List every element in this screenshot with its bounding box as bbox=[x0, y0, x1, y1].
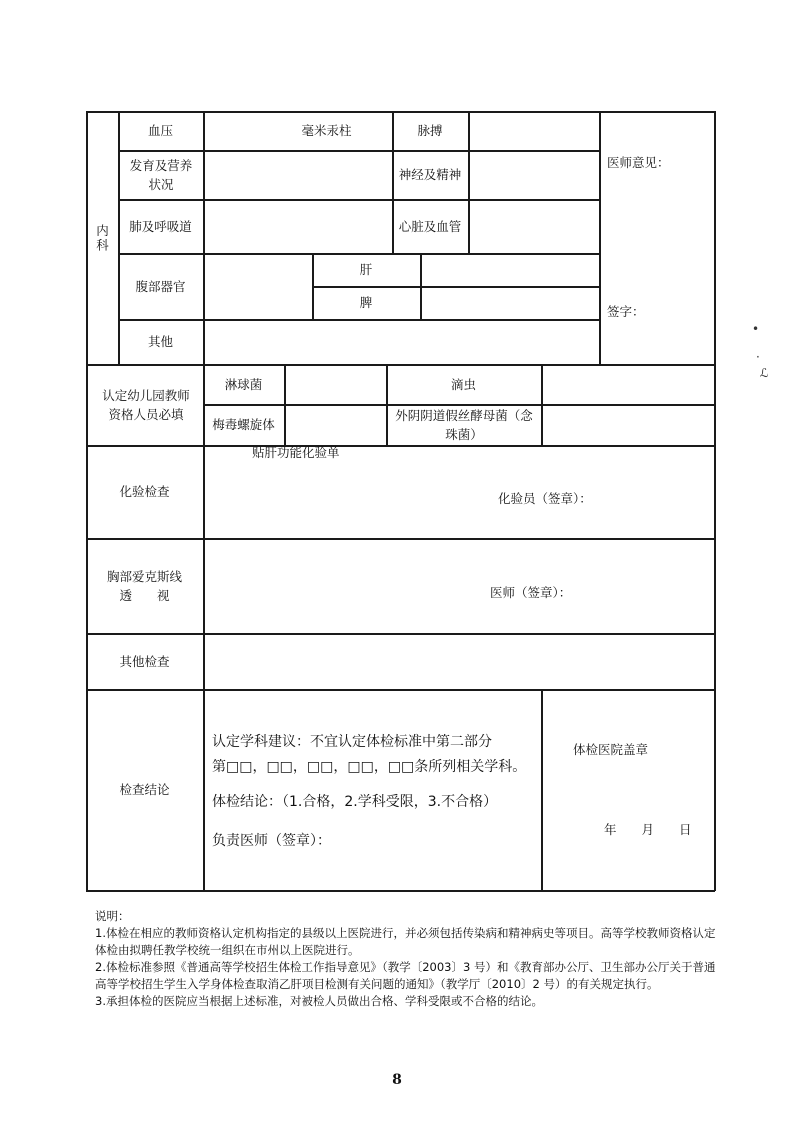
conclusion-label: 检查结论 bbox=[119, 782, 170, 797]
signature-label: 签字： bbox=[607, 304, 645, 319]
scan-mark: · bbox=[756, 350, 760, 364]
spleen-value[interactable] bbox=[422, 288, 598, 318]
lung-label: 肺及呼吸道 bbox=[129, 218, 192, 234]
lung-value[interactable] bbox=[205, 201, 391, 252]
xray-label-line1: 胸部爱克斯线 bbox=[106, 568, 182, 584]
liver-value[interactable] bbox=[422, 255, 598, 285]
page-number: 8 bbox=[392, 1072, 402, 1088]
gonococcus-value[interactable] bbox=[286, 366, 385, 403]
notes-title: 说明： bbox=[95, 909, 130, 923]
lab-label: 化验检查 bbox=[119, 484, 170, 499]
scan-mark: ℒ bbox=[760, 366, 769, 380]
abdomen-label: 腹部器官 bbox=[135, 278, 186, 294]
conclusion-line4: 负责医师（签章）： bbox=[212, 833, 331, 849]
other-exam-label: 其他检查 bbox=[119, 653, 170, 669]
pulse-label: 脉搏 bbox=[417, 123, 443, 138]
conclusion-line1: 认定学科建议：不宜认定体检标准中第二部分 bbox=[212, 734, 492, 750]
trichomonas-label: 滴虫 bbox=[450, 376, 476, 392]
neuro-value[interactable] bbox=[470, 152, 598, 198]
xray-signer: 医师（签章）： bbox=[490, 585, 572, 600]
note-1: 1.体检在相应的教师资格认定机构指定的县级以上医院进行，并必须包括传染病和精神病史等项目。高等学校教师资格认定体检由拟聘任教学校统一组织在市州以上医院进行。 bbox=[95, 926, 716, 957]
conclusion-line3: 体检结论：（1.合格，2.学科受限，3.不合格） bbox=[212, 794, 498, 810]
doctor-opinion-label: 医师意见： bbox=[607, 155, 670, 170]
syphilis-value[interactable] bbox=[286, 406, 385, 444]
other-exam-value[interactable] bbox=[205, 635, 713, 688]
development-label: 发育及营养状况 bbox=[129, 157, 193, 192]
development-value[interactable] bbox=[205, 152, 391, 198]
liver-label: 肝 bbox=[359, 262, 373, 277]
xray-label-line2: 透 视 bbox=[119, 587, 170, 603]
gonococcus-label: 淋球菌 bbox=[224, 376, 263, 392]
trichomonas-value[interactable] bbox=[543, 366, 713, 403]
conclusion-line2: 第□□，□□，□□，□□，□□条所列相关学科。 bbox=[212, 759, 527, 775]
heart-value[interactable] bbox=[470, 201, 598, 252]
note-3: 3.承担体检的医院应当根据上述标准，对被检人员做出合格、学科受限或不合格的结论。 bbox=[95, 994, 543, 1008]
heart-label: 心脏及血管 bbox=[398, 218, 462, 234]
lab-signer: 化验员（签章）： bbox=[498, 491, 592, 506]
candida-value[interactable] bbox=[543, 406, 713, 444]
spleen-label: 脾 bbox=[359, 295, 373, 310]
rule bbox=[86, 890, 715, 892]
internal-medicine-text: 内科 bbox=[94, 223, 110, 253]
kindergarten-label: 认定幼儿园教师资格人员必填 bbox=[102, 387, 190, 422]
rule bbox=[714, 111, 716, 891]
notes bbox=[95, 908, 720, 1010]
note-2: 2.体检标准参照《普通高等学校招生体检工作指导意见》（教学〔2003〕3 号）和《教育部办公厅、卫生部办公厅关于普通高等学校招生学生入学身体检查取消乙肝项目检测有关问题的通知》（教学厅〔2010〕2 号）的有关规定执行。 bbox=[95, 960, 716, 991]
conclusion-date: 年 月 日 bbox=[604, 822, 692, 837]
pulse-value[interactable] bbox=[470, 113, 598, 149]
candida-label: 外阴阴道假丝酵母菌（念珠菌） bbox=[395, 407, 533, 442]
xray-label bbox=[86, 538, 203, 633]
other-label: 其他 bbox=[147, 334, 173, 349]
lab-note: 贴肝功能化验单 bbox=[252, 445, 340, 460]
neuro-label: 神经及精神 bbox=[398, 167, 462, 182]
other-value[interactable] bbox=[205, 321, 598, 363]
internal-medicine-label bbox=[86, 111, 118, 365]
hospital-stamp-label: 体检医院盖章 bbox=[573, 742, 649, 757]
rule bbox=[599, 111, 601, 365]
blood-pressure-unit: 毫米汞柱 bbox=[301, 123, 352, 138]
blood-pressure-label: 血压 bbox=[147, 123, 173, 138]
rule bbox=[541, 689, 543, 891]
syphilis-label: 梅毒螺旋体 bbox=[212, 417, 275, 432]
scan-mark: • bbox=[752, 322, 760, 336]
